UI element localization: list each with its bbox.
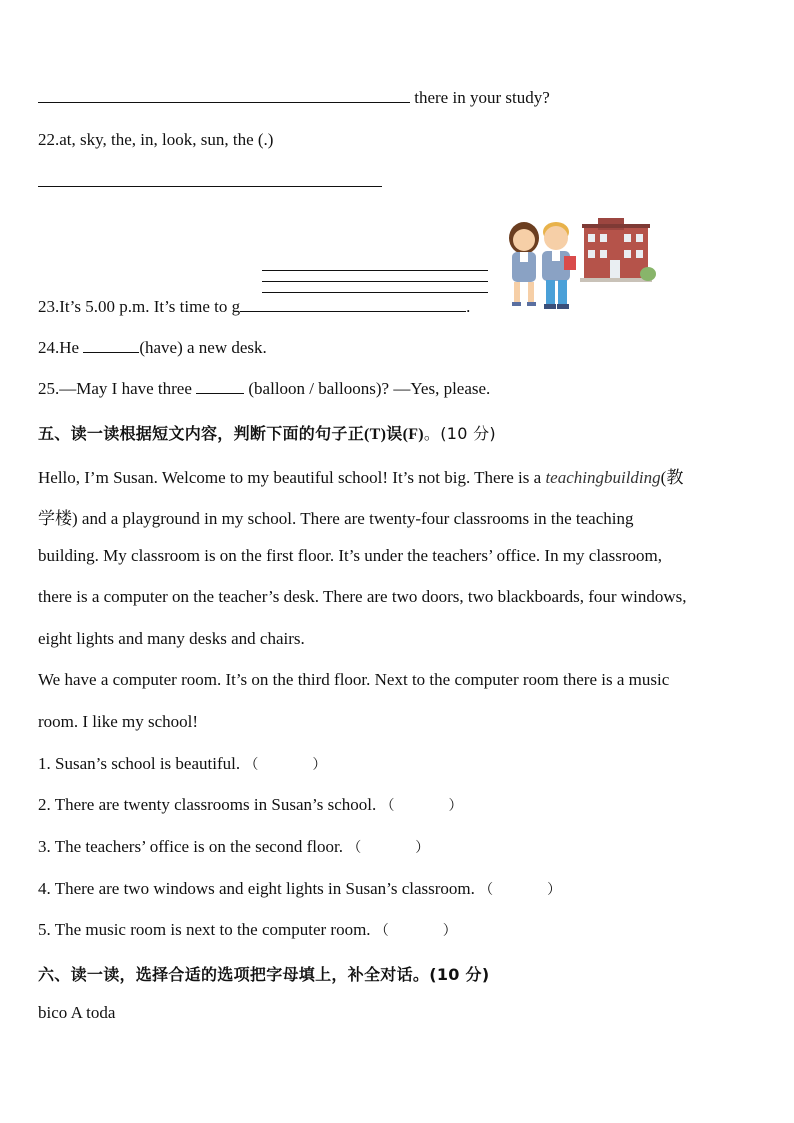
- paren-open: （: [244, 757, 259, 773]
- passage-italic-term: teachingbuilding: [545, 468, 661, 487]
- section5-heading: [38, 421, 496, 444]
- question-number: 25.: [38, 379, 60, 398]
- false-mark: (F): [402, 426, 424, 443]
- paren-open: （: [380, 798, 395, 814]
- paren-open: （: [374, 923, 389, 939]
- paren-close: ）: [547, 882, 562, 898]
- judge-item: [38, 879, 561, 899]
- judge-statement: 3. The teachers’ office is on the second floor.: [38, 837, 343, 856]
- tail-text: bico A toda: [38, 1003, 116, 1022]
- q23-text: It’s 5.00 p.m. It’s time to g: [59, 297, 241, 316]
- q24-text-b: (have) a new desk.: [139, 338, 267, 357]
- section5-title-b: 误: [386, 424, 403, 443]
- passage-line-3: building. My classroom is on the first floor. It’s under the teachers’ office. In my classroom,: [38, 546, 662, 565]
- passage-line-6: We have a computer room. It’s on the third floor. Next to the computer room there is a music: [38, 670, 670, 689]
- judge-item: [38, 837, 429, 857]
- q23-line: [38, 297, 470, 317]
- q25-text-b: (balloon / balloons)? —Yes, please.: [248, 379, 491, 398]
- question-number: 23.: [38, 297, 60, 316]
- answer-blank[interactable]: [38, 185, 382, 187]
- passage-line-4: there is a computer on the teacher’s desk. There are two doors, two blackboards, four windows,: [38, 587, 687, 606]
- answer-line[interactable]: [262, 281, 488, 282]
- q23-period: .: [466, 297, 471, 316]
- q22-line: [38, 130, 273, 150]
- passage-text: (教: [660, 468, 684, 487]
- children-school-illustration: [498, 212, 658, 314]
- answer-line[interactable]: [262, 270, 488, 271]
- true-mark: (T): [364, 426, 387, 443]
- paren-close: ）: [448, 798, 463, 814]
- paren-close: ）: [312, 757, 327, 773]
- answer-blank[interactable]: [83, 351, 139, 353]
- paren-close: ）: [415, 840, 430, 856]
- paren-close: ）: [442, 923, 457, 939]
- passage-text: Hello, I’m Susan. Welcome to my beautiful school! It’s not big. There is a: [38, 468, 546, 487]
- section5-points: 。(10 分): [423, 424, 496, 443]
- paren-open: （: [479, 882, 494, 898]
- q24-line: [38, 338, 267, 358]
- answer-blank[interactable]: [196, 392, 244, 394]
- passage-line-2: 学楼) and a playground in my school. There are twenty-four classrooms in the teaching: [38, 509, 634, 528]
- question-number: 22.: [38, 130, 60, 149]
- judge-item: [38, 754, 326, 774]
- answer-blank[interactable]: [240, 310, 466, 312]
- q25-line: [38, 379, 490, 399]
- section5-title-a: 五、读一读根据短文内容，判断下面的句子正: [38, 424, 365, 443]
- answer-blank[interactable]: [38, 101, 410, 103]
- q22-words: at, sky, the, in, look, sun, the (.): [59, 130, 274, 149]
- judge-statement: 4. There are two windows and eight lights in Susan’s classroom.: [38, 879, 475, 898]
- question-number: 24.: [38, 338, 60, 357]
- q21-line: [38, 88, 550, 108]
- q21-tail: there in your study?: [414, 88, 550, 107]
- judge-statement: 1. Susan’s school is beautiful.: [38, 754, 241, 773]
- judge-item: [38, 920, 457, 940]
- paren-open: （: [347, 840, 362, 856]
- q22-answer-line[interactable]: [38, 172, 382, 192]
- passage-line-5: eight lights and many desks and chairs.: [38, 629, 305, 648]
- passage-line-7: room. I like my school!: [38, 712, 199, 731]
- answer-line[interactable]: [262, 292, 488, 293]
- judge-statement: 2. There are twenty classrooms in Susan’s school.: [38, 795, 377, 814]
- section6-heading: 六、读一读，选择合适的选项把字母填上，补全对话。(10 分): [38, 965, 490, 984]
- q25-text-a: —May I have three: [59, 379, 192, 398]
- judge-item: [38, 795, 462, 815]
- q24-text-a: He: [59, 338, 80, 357]
- judge-statement: 5. The music room is next to the computer room.: [38, 920, 371, 939]
- passage-line-1: [38, 463, 683, 488]
